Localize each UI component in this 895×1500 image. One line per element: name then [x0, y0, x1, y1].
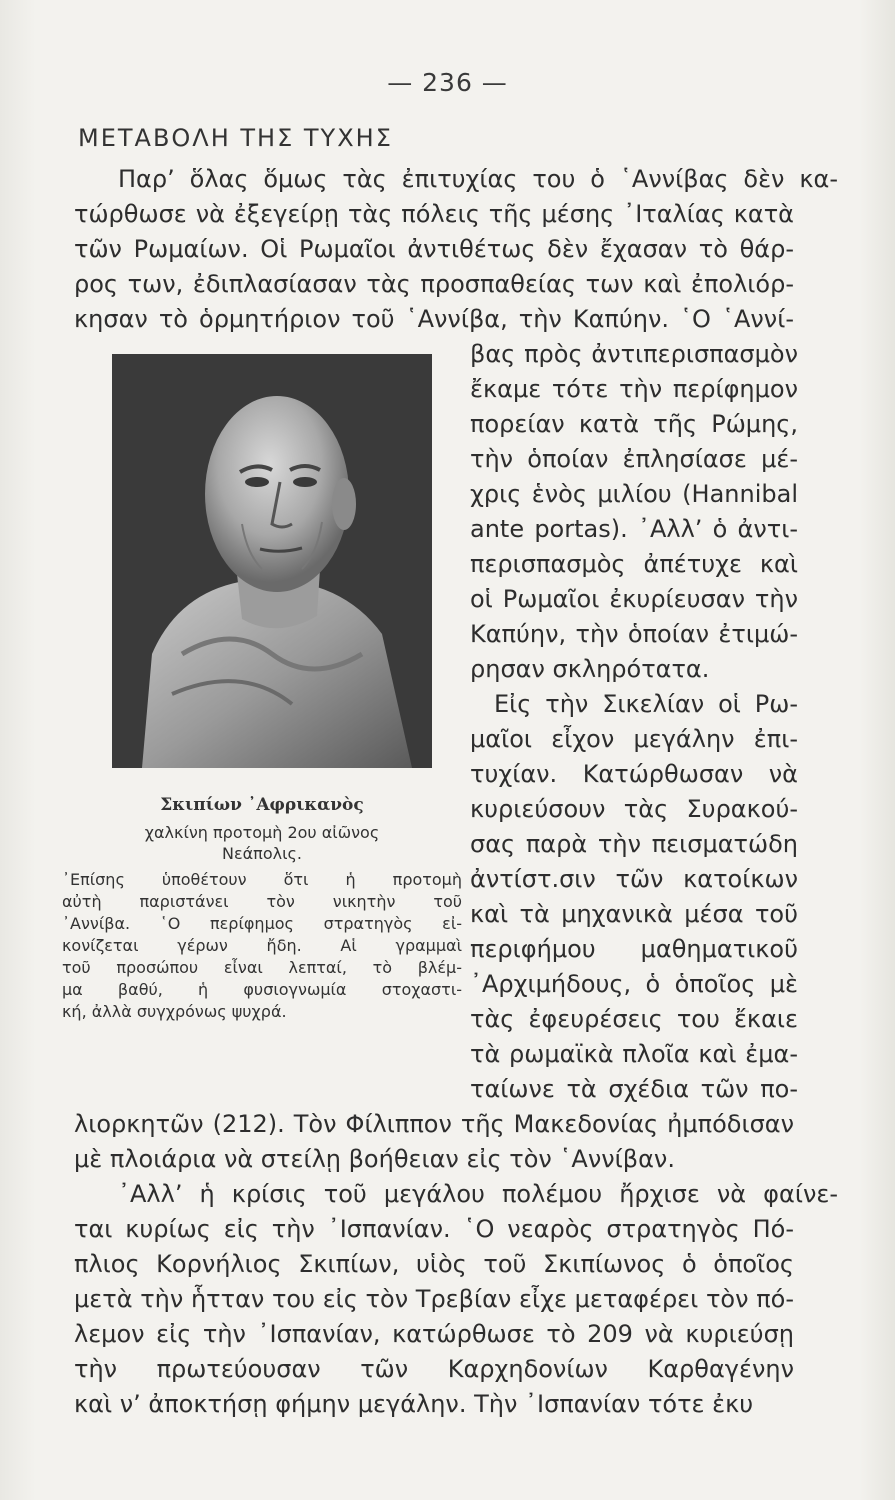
text-line: ᾿Αρχιμήδους, ὁ ὁποῖος μὲ	[470, 970, 798, 998]
caption-line: κή, ἀλλὰ συγχρόνως ψυχρά.	[62, 1002, 287, 1021]
section-title: ΜΕΤΑΒΟΛΗ ΤΗΣ ΤΥΧΗΣ	[78, 124, 393, 152]
text-line: μετὰ τὴν ἧτταν του εἰς τὸν Τρεβίαν εἶχε μεταφέρει τὸν πό-	[74, 1285, 794, 1313]
text-line: ante portas). ᾿Αλλ’ ὁ ἀντι-	[470, 515, 798, 543]
text-line: Καπύην, τὴν ὁποίαν ἐτιμώ-	[470, 620, 798, 648]
text-line: κυριεύσουν τὰς Συρακού-	[470, 795, 798, 823]
text-line: περιφήμου μαθηματικοῦ	[470, 935, 798, 963]
text-line: τυχίαν. Κατώρθωσαν νὰ	[470, 760, 798, 788]
bust-photo	[112, 354, 432, 768]
caption-line: κονίζεται γέρων ἤδη. Αἱ γραμμαὶ	[62, 936, 462, 955]
page-number: — 236 —	[387, 68, 508, 97]
text-line: βας πρὸς ἀντιπερισπασμὸν	[470, 340, 798, 368]
text-line: σας παρὰ τὴν πεισματώδη	[470, 830, 798, 858]
text-line: ται κυρίως εἰς τὴν ᾿Ισπανίαν. ῾Ο νεαρὸς στρατηγὸς Πό-	[74, 1215, 794, 1243]
text-line: Εἰς τὴν Σικελίαν οἱ Ρω-	[494, 690, 798, 718]
text-line: ἀντίστ.σιν τῶν κατοίκων	[470, 865, 798, 893]
text-line: τὰς ἐφευρέσεις του ἔκαιε	[470, 1005, 798, 1033]
text-line: περισπασμὸς ἀπέτυχε καὶ	[470, 550, 798, 578]
caption-title: Σκιπίων ᾿Αφρικανὸς	[160, 795, 364, 815]
text-line: τῶν Ρωμαίων. Οἱ Ρωμαῖοι ἀντιθέτως δὲν ἔχασαν τὸ θάρ-	[74, 235, 794, 263]
caption-line: ᾿Αννίβα. ῾Ο περίφημος στρατηγὸς εἰ-	[62, 914, 462, 933]
text-line: μαῖοι εἶχον μεγάλην ἐπι-	[470, 725, 798, 753]
text-line: ρος των, ἐδιπλασίασαν τὰς προσπαθείας των καὶ ἐπολιόρ-	[74, 270, 794, 298]
text-line: Παρ’ ὅλας ὅμως τὰς ἐπιτυχίας του ὁ ῾Αννίβας δὲν κα-	[118, 165, 838, 193]
text-line: καὶ τὰ μηχανικὰ μέσα τοῦ	[470, 900, 798, 928]
text-line: λεμον εἰς τὴν ᾿Ισπανίαν, κατώρθωσε τὸ 209 νὰ κυριεύσῃ	[74, 1320, 794, 1348]
text-line: μὲ πλοιάρια νὰ στείλῃ βοήθειαν εἰς τὸν ῾Αννίβαν.	[74, 1145, 675, 1173]
caption-line: αὐτὴ παριστάνει τὸν νικητὴν τοῦ	[62, 892, 462, 911]
text-line: λιορκητῶν (212). Τὸν Φίλιππον τῆς Μακεδονίας ἠμπόδισαν	[74, 1110, 794, 1138]
caption-line: ᾿Επίσης ὑποθέτουν ὅτι ἡ προτομὴ	[62, 870, 462, 889]
text-line: τὴν πρωτεύουσαν τῶν Καρχηδονίων Καρθαγένην	[74, 1355, 794, 1383]
text-line: πορείαν κατὰ τῆς Ρώμης,	[470, 410, 798, 438]
caption-line: μα βαθύ, ἡ φυσιογνωμία στοχαστι-	[62, 980, 462, 999]
text-line: ρησαν σκληρότατα.	[470, 655, 710, 683]
text-line: οἱ Ρωμαῖοι ἐκυρίευσαν τὴν	[470, 585, 798, 613]
text-line: ᾿Αλλ’ ἡ κρίσις τοῦ μεγάλου πολέμου ἤρχισε νὰ φαίνε-	[118, 1180, 838, 1208]
text-line: ταίωνε τὰ σχέδια τῶν πο-	[470, 1075, 798, 1103]
text-line: τὴν ὁποίαν ἐπλησίασε μέ-	[470, 445, 798, 473]
text-line: κησαν τὸ ὁρμητήριον τοῦ ῾Αννίβα, τὴν Καπύην. ῾Ο ῾Αννί-	[74, 305, 794, 333]
text-line: τώρθωσε νὰ ἐξεγείρῃ τὰς πόλεις τῆς μέσης ᾿Ιταλίας κατὰ	[74, 200, 794, 228]
text-line: τὰ ρωμαϊκὰ πλοῖα καὶ ἐμα-	[470, 1040, 798, 1068]
text-line: πλιος Κορνήλιος Σκιπίων, υἱὸς τοῦ Σκιπίωνος ὁ ὁποῖος	[74, 1250, 794, 1278]
caption-location: Νεάπολις.	[222, 844, 302, 863]
caption-line: τοῦ προσώπου εἶναι λεπταί, τὸ βλέμ-	[62, 958, 462, 977]
text-line: καὶ ν’ ἀποκτήσῃ φήμην μεγάλην. Τὴν ᾿Ισπανίαν τότε ἐκυ	[74, 1390, 754, 1418]
text-line: χρις ἑνὸς μιλίου (Hannibal	[470, 480, 798, 508]
text-line: ἔκαμε τότε τὴν περίφημον	[470, 375, 798, 403]
caption-subtitle: χαλκίνη προτομὴ 2ου αἰῶνος	[144, 823, 380, 842]
